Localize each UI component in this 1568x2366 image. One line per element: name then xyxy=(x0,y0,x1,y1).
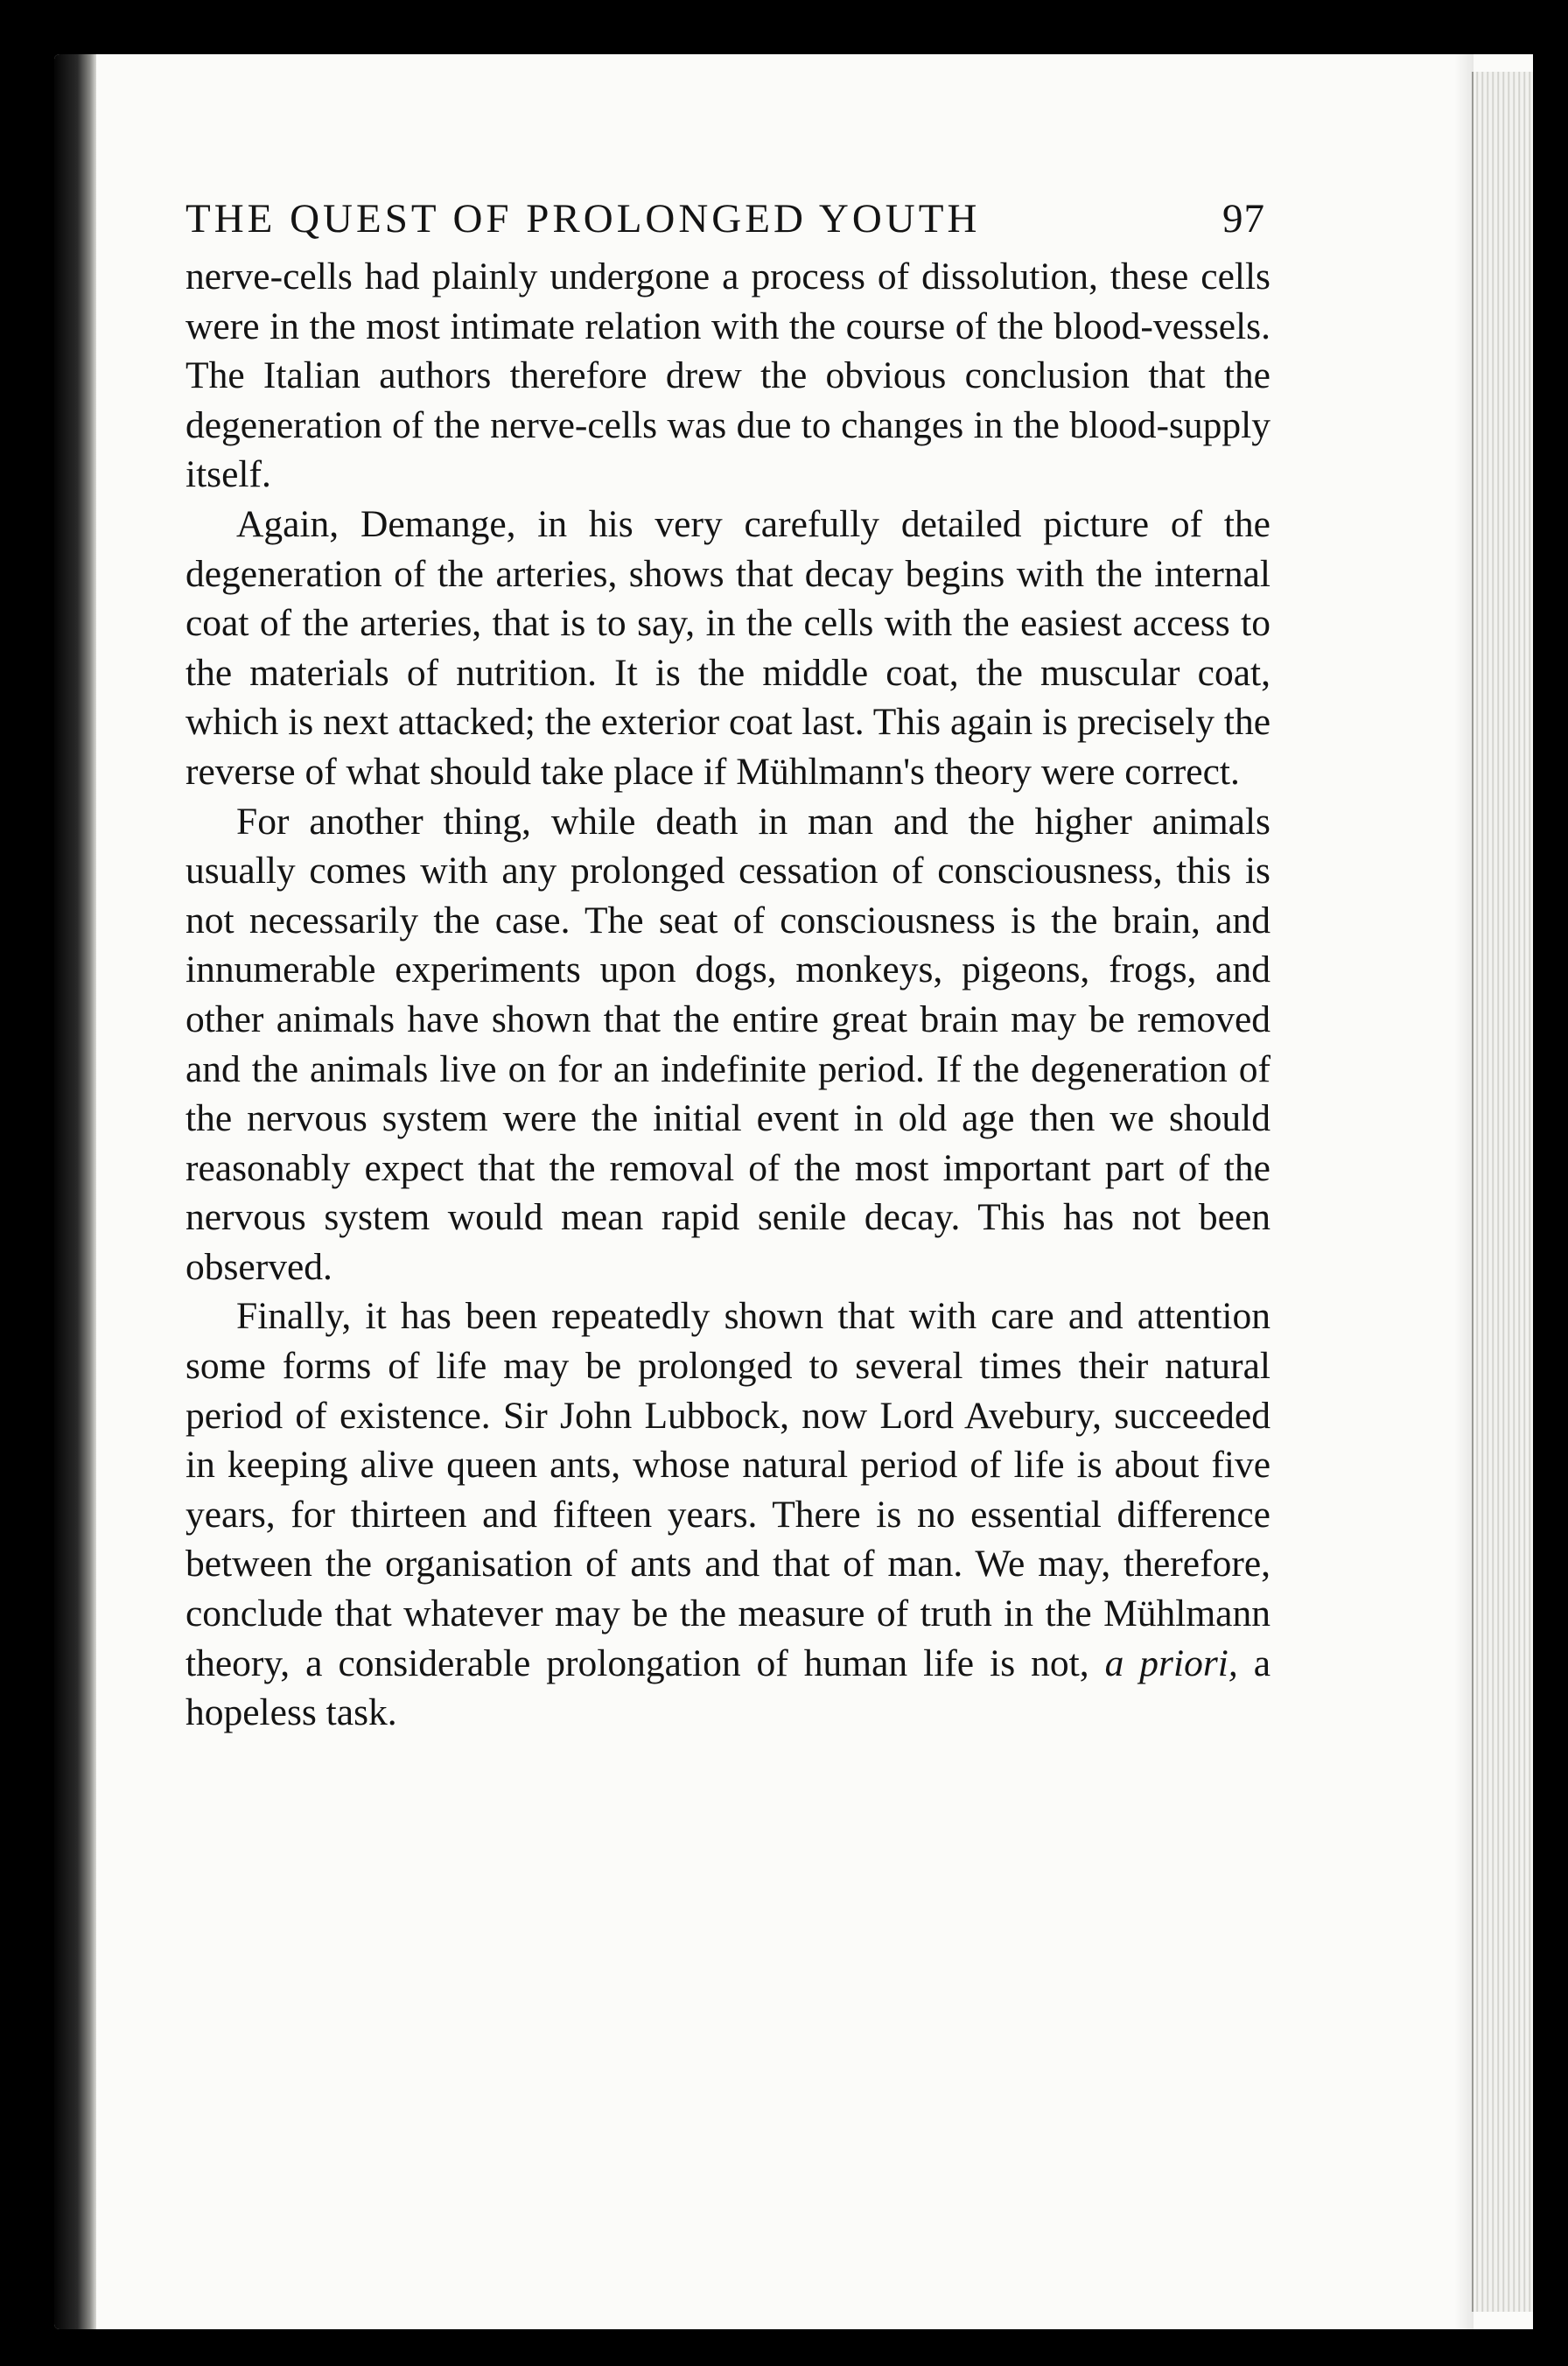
paragraph-3: For another thing, while death in man and the higher animals usually comes with any prolonged cessation of consciousness, this is not necessarily the case. The seat of consciousness is the brain, and innumerable experiments upon dogs, monkeys, pigeons, frogs, and other animals have shown that the entire great brain may be removed and the animals live on for an indefinite period. If the degeneration of the nervous system were the initial event in old age then we should reasonably expect that the removal of the most important part of the nervous system would mean rapid senile decay. This has not been observed. xyxy=(186,800,1270,1288)
text-block xyxy=(186,192,1270,1738)
page-number: 97 xyxy=(1222,196,1265,242)
running-head-title: THE QUEST OF PROLONGED YOUTH xyxy=(186,196,981,242)
book-page xyxy=(54,54,1533,2329)
paragraph-4-text-before: Finally, it has been repeatedly shown that with care and attention some forms of life may be prolonged to several times their natural period of existence. Sir John Lubbock, now Lord Avebury, succeeded in keeping alive queen ants, whose natural period of life is about five years, for thirteen and fifteen years. There is no essential difference between the organisation of ants and that of man. We may, therefore, conclude that whatever may be the measure of truth in the Mühlmann theory, a considerable prolongation of human life is not, xyxy=(186,1295,1270,1684)
running-head xyxy=(186,192,1270,245)
paragraph-4-emphasis: a priori, xyxy=(1104,1642,1238,1684)
paragraph-4-text-after: a hopeless task. xyxy=(186,1642,1270,1734)
book-spine-gutter xyxy=(54,54,96,2329)
paragraph-4 xyxy=(186,1292,1270,1737)
page-edge-shadow xyxy=(1454,54,1474,2329)
paragraph-2: Again, Demange, in his very carefully detailed picture of the degeneration of the arteries, shows that decay begins with the internal coat of the arteries, that is to say, in the cells with the easiest access to the materials of nutrition. It is the middle coat, the muscular coat, which is next attacked; the exterior coat last. This again is precisely the reverse of what should take place if Mühlmann's theory were correct. xyxy=(186,502,1270,793)
page-fore-edge xyxy=(1472,72,1533,2312)
body-text xyxy=(186,252,1270,1738)
paragraph-1: nerve-cells had plainly undergone a process of dissolution, these cells were in the most intimate relation with the course of the blood-vessels. The Italian authors therefore drew the obvious conclusion that the degeneration of the nerve-cells was due to changes in the blood-supply itself. xyxy=(186,256,1270,496)
